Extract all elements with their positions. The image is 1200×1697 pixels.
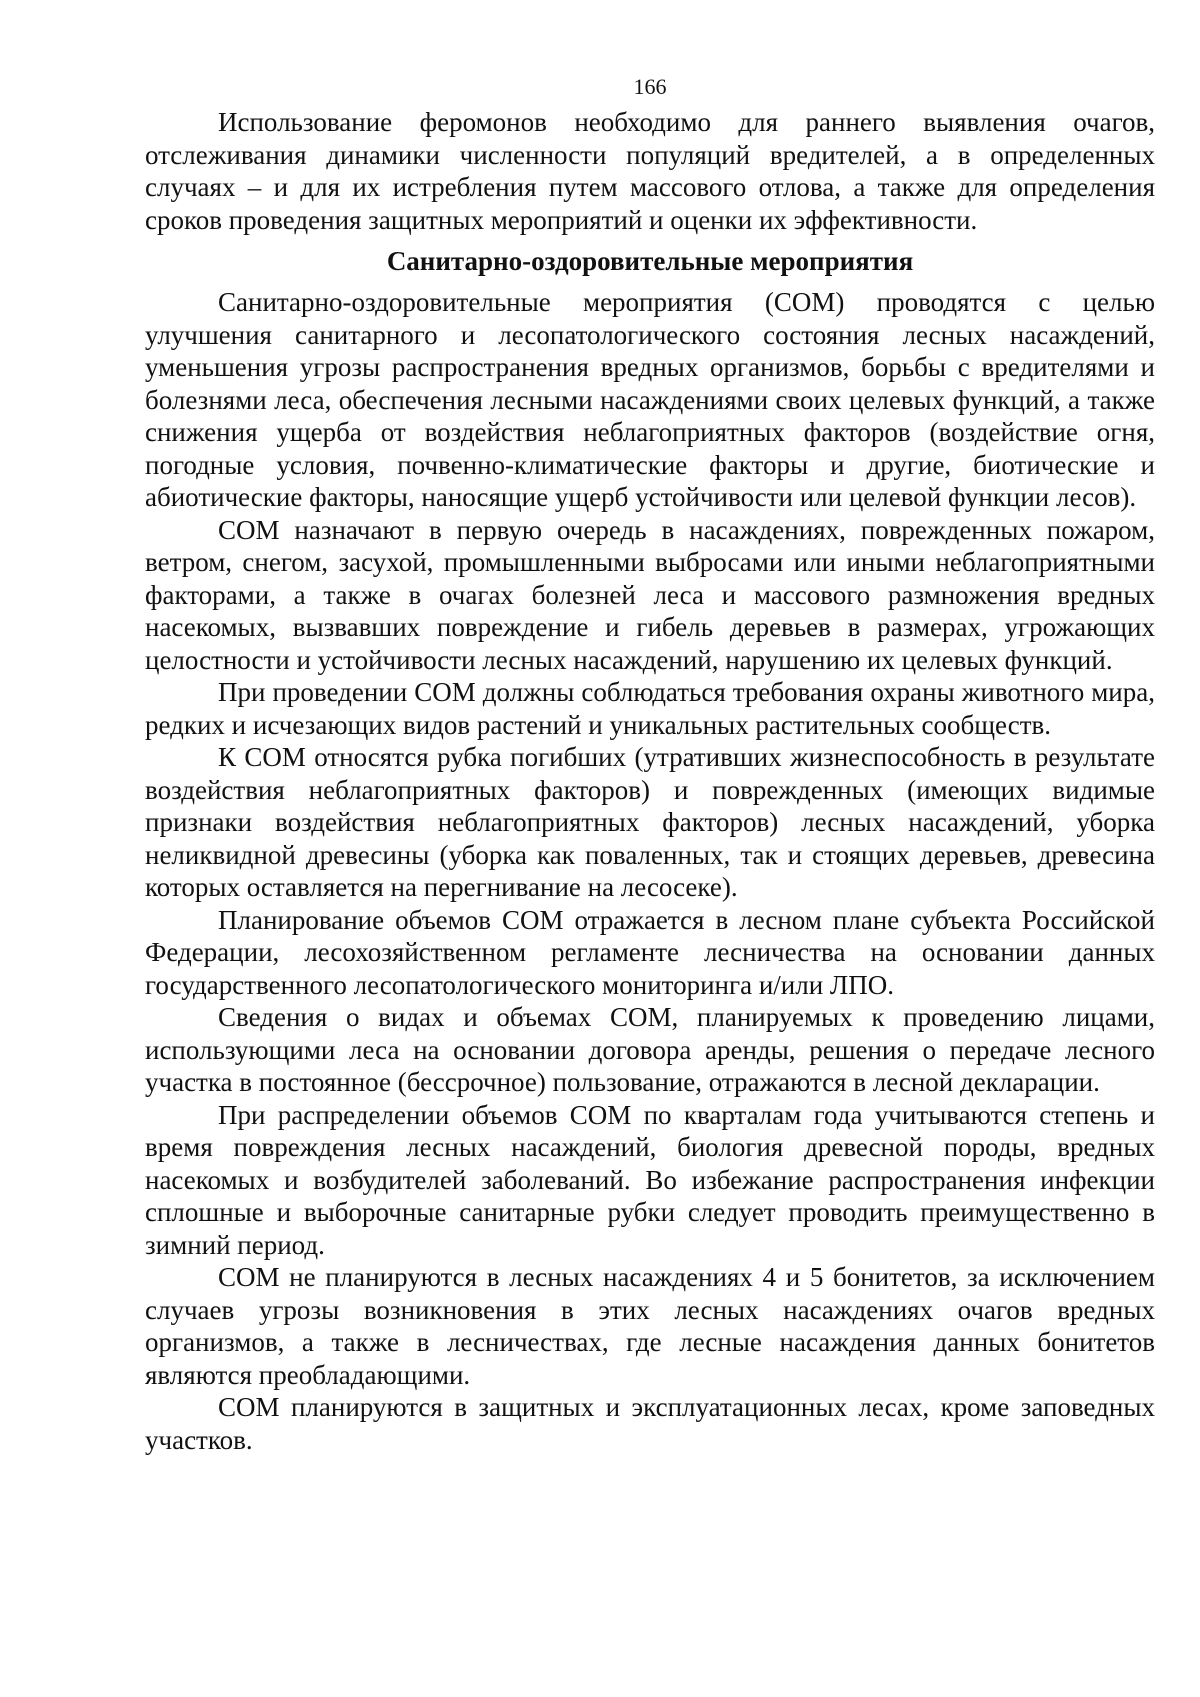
body-paragraph: Планирование объемов СОМ отражается в лесном плане субъекта Российской Федерации, лесохозяйственном регламенте лесничества на основании данных государственного лесопатологического мониторинга и/или ЛПО.: [145, 904, 1155, 1000]
body-paragraph: При проведении СОМ должны соблюдаться требования охраны животного мира, редких и исчезающих видов растений и уникальных растительных сообществ.: [145, 677, 1155, 740]
body-paragraph: СОМ не планируются в лесных насаждениях 4 и 5 бонитетов, за исключением случаев угрозы возникновения в этих лесных насаждениях очагов вредных организмов, а также в лесничествах, где лесные насаждения данных бонитетов являются преобладающими.: [145, 1262, 1155, 1390]
body-paragraph: Сведения о видах и объемах СОМ, планируемых к проведению лицами, использующими леса на основании договора аренды, решения о передаче лесного участка в постоянное (бессрочное) пользование, отражаются в лесной декларации.: [145, 1002, 1155, 1097]
intro-paragraph: Использование феромонов необходимо для раннего выявления очагов, отслеживания динамики численности популяций вредителей, а в определенных случаях – и для их истребления путем массового отлова, а также для определения сроков проведения защитных мероприятий и оценки их эффективности.: [145, 107, 1155, 235]
body-paragraph: СОМ планируются в защитных и эксплуатационных лесах, кроме заповедных участков.: [145, 1392, 1155, 1455]
document-page: [145, 72, 1155, 1456]
body-paragraph: Санитарно-оздоровительные мероприятия (СОМ) проводятся с целью улучшения санитарного и лесопатологического состояния лесных насаждений, уменьшения угрозы распространения вредных организмов, борьбы с вредителями и болезнями леса, обеспечения лесными насаждениями своих целевых функций, а также снижения ущерба от воздействия неблагоприятных факторов (воздействие огня, погодные условия, почвенно-климатические факторы и другие, биотические и абиотические факторы, наносящие ущерб устойчивости или целевой функции лесов).: [145, 287, 1155, 512]
body-paragraph: При распределении объемов СОМ по кварталам года учитываются степень и время повреждения лесных насаждений, биология древесной породы, вредных насекомых и возбудителей заболеваний. Во избежание распространения инфекции сплошные и выборочные санитарные рубки следует проводить преимущественно в зимний период.: [145, 1099, 1155, 1260]
body-paragraph: К СОМ относятся рубка погибших (утративших жизнеспособность в результате воздействия неблагоприятных факторов) и поврежденных (имеющих видимые признаки воздействия неблагоприятных факторов) лесных насаждений, уборка неликвидной древесины (уборка как поваленных, так и стоящих деревьев, древесина которых оставляется на перегнивание на лесосеке).: [145, 742, 1155, 902]
section-heading: Санитарно-оздоровительные мероприятия: [386, 246, 914, 276]
body-paragraph: СОМ назначают в первую очередь в насаждениях, поврежденных пожаром, ветром, снегом, засухой, промышленными выбросами или иными неблагоприятными факторами, а также в очагах болезней леса и массового размножения вредных насекомых, вызвавших повреждение и гибель деревьев в размерах, угрожающих целостности и устойчивости лесных насаждений, нарушению их целевых функций.: [145, 514, 1155, 675]
page-number: 166: [633, 74, 667, 99]
